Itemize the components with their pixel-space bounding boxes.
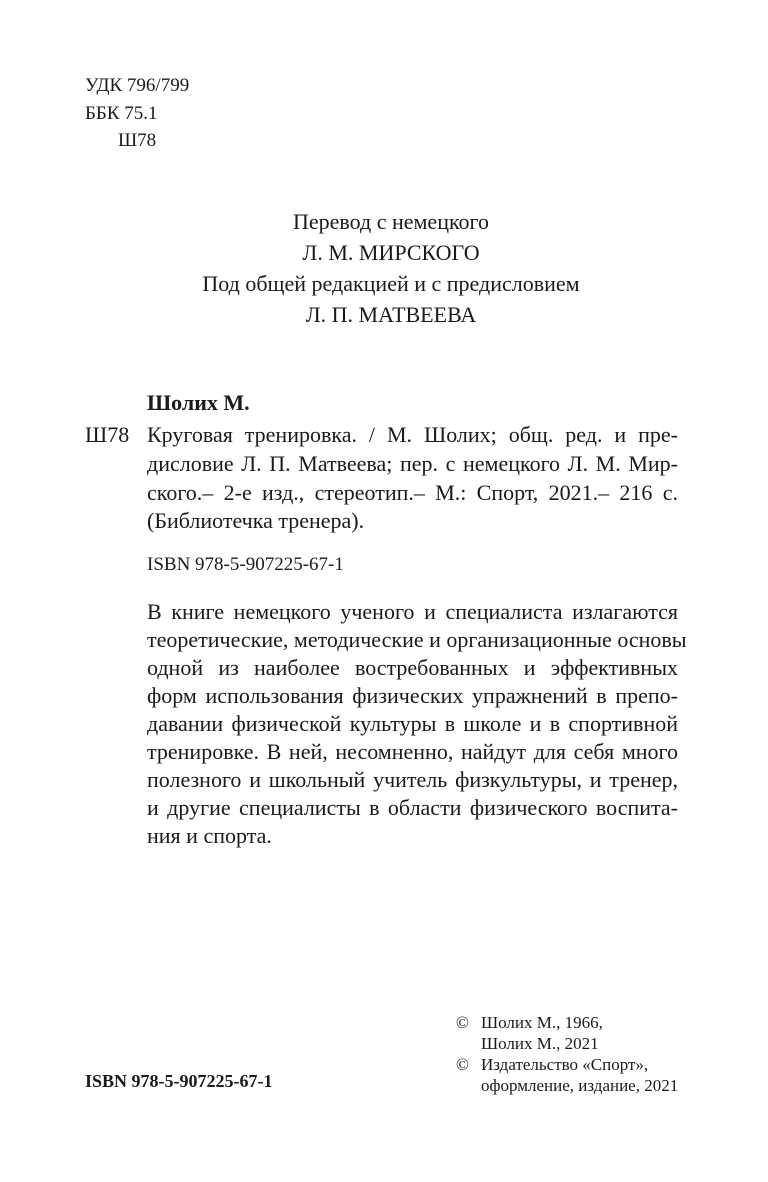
abstract-line: давании физической культуры в школе и в спортивной [147,711,678,736]
abstract-line: форм использования физических упражнений в препо- [147,683,678,708]
copyright-line: оформление, издание, 2021 [481,1076,679,1095]
record-line: дисловие Л. П. Матвеева; пер. с немецкого Л. М. Мир- [147,451,678,476]
record-isbn: ISBN 978-5-907225-67-1 [147,554,344,575]
record-line: (Библиотечка тренера). [147,508,365,533]
record-line: Круговая тренировка. / М. Шолих; общ. ред. и пре- [147,422,678,447]
copyright-line: Шолих М., 2021 [481,1034,599,1053]
abstract-line: полезного и школьный учитель физкультуры, и тренер, [147,767,678,792]
copyright-line: Издательство «Спорт», [481,1055,649,1074]
udk-code: УДК 796/799 [85,75,190,96]
abstract-line: В книге немецкого ученого и специалиста излагаются [147,599,678,624]
copyright-block [456,1012,678,1096]
abstract [147,598,687,850]
copyright-symbol: © [456,1055,469,1074]
footer-isbn: ISBN 978-5-907225-67-1 [85,1071,273,1091]
author-sign: Ш78 [118,130,157,151]
credits-line: Л. П. МАТВЕЕВА [305,302,477,327]
record-line: ского.– 2-е изд., стереотип.– М.: Спорт, 2021.– 216 с. [147,480,678,505]
abstract-line: одной из наиболее востребованных и эффективных [147,655,678,680]
abstract-line: тренировке. В ней, несомненно, найдут для себя много [147,739,678,764]
credits-line: Под общей редакцией и с предисловием [202,271,580,296]
credits-line: Л. М. МИРСКОГО [302,240,480,265]
abstract-line: ния и спорта. [147,823,272,848]
credits-line: Перевод с немецкого [292,209,490,234]
copyright-symbol: © [456,1013,469,1032]
abstract-line: и другие специалисты в области физического воспита- [147,795,678,820]
record-code: Ш78 [85,422,130,447]
record-author: Шолих М. [147,390,250,415]
translation-credits [0,206,768,330]
bbk-code: ББК 75.1 [85,103,158,124]
copyright-line: Шолих М., 1966, [481,1013,603,1032]
abstract-line: теоретические, методические и организационные основы [147,627,687,652]
